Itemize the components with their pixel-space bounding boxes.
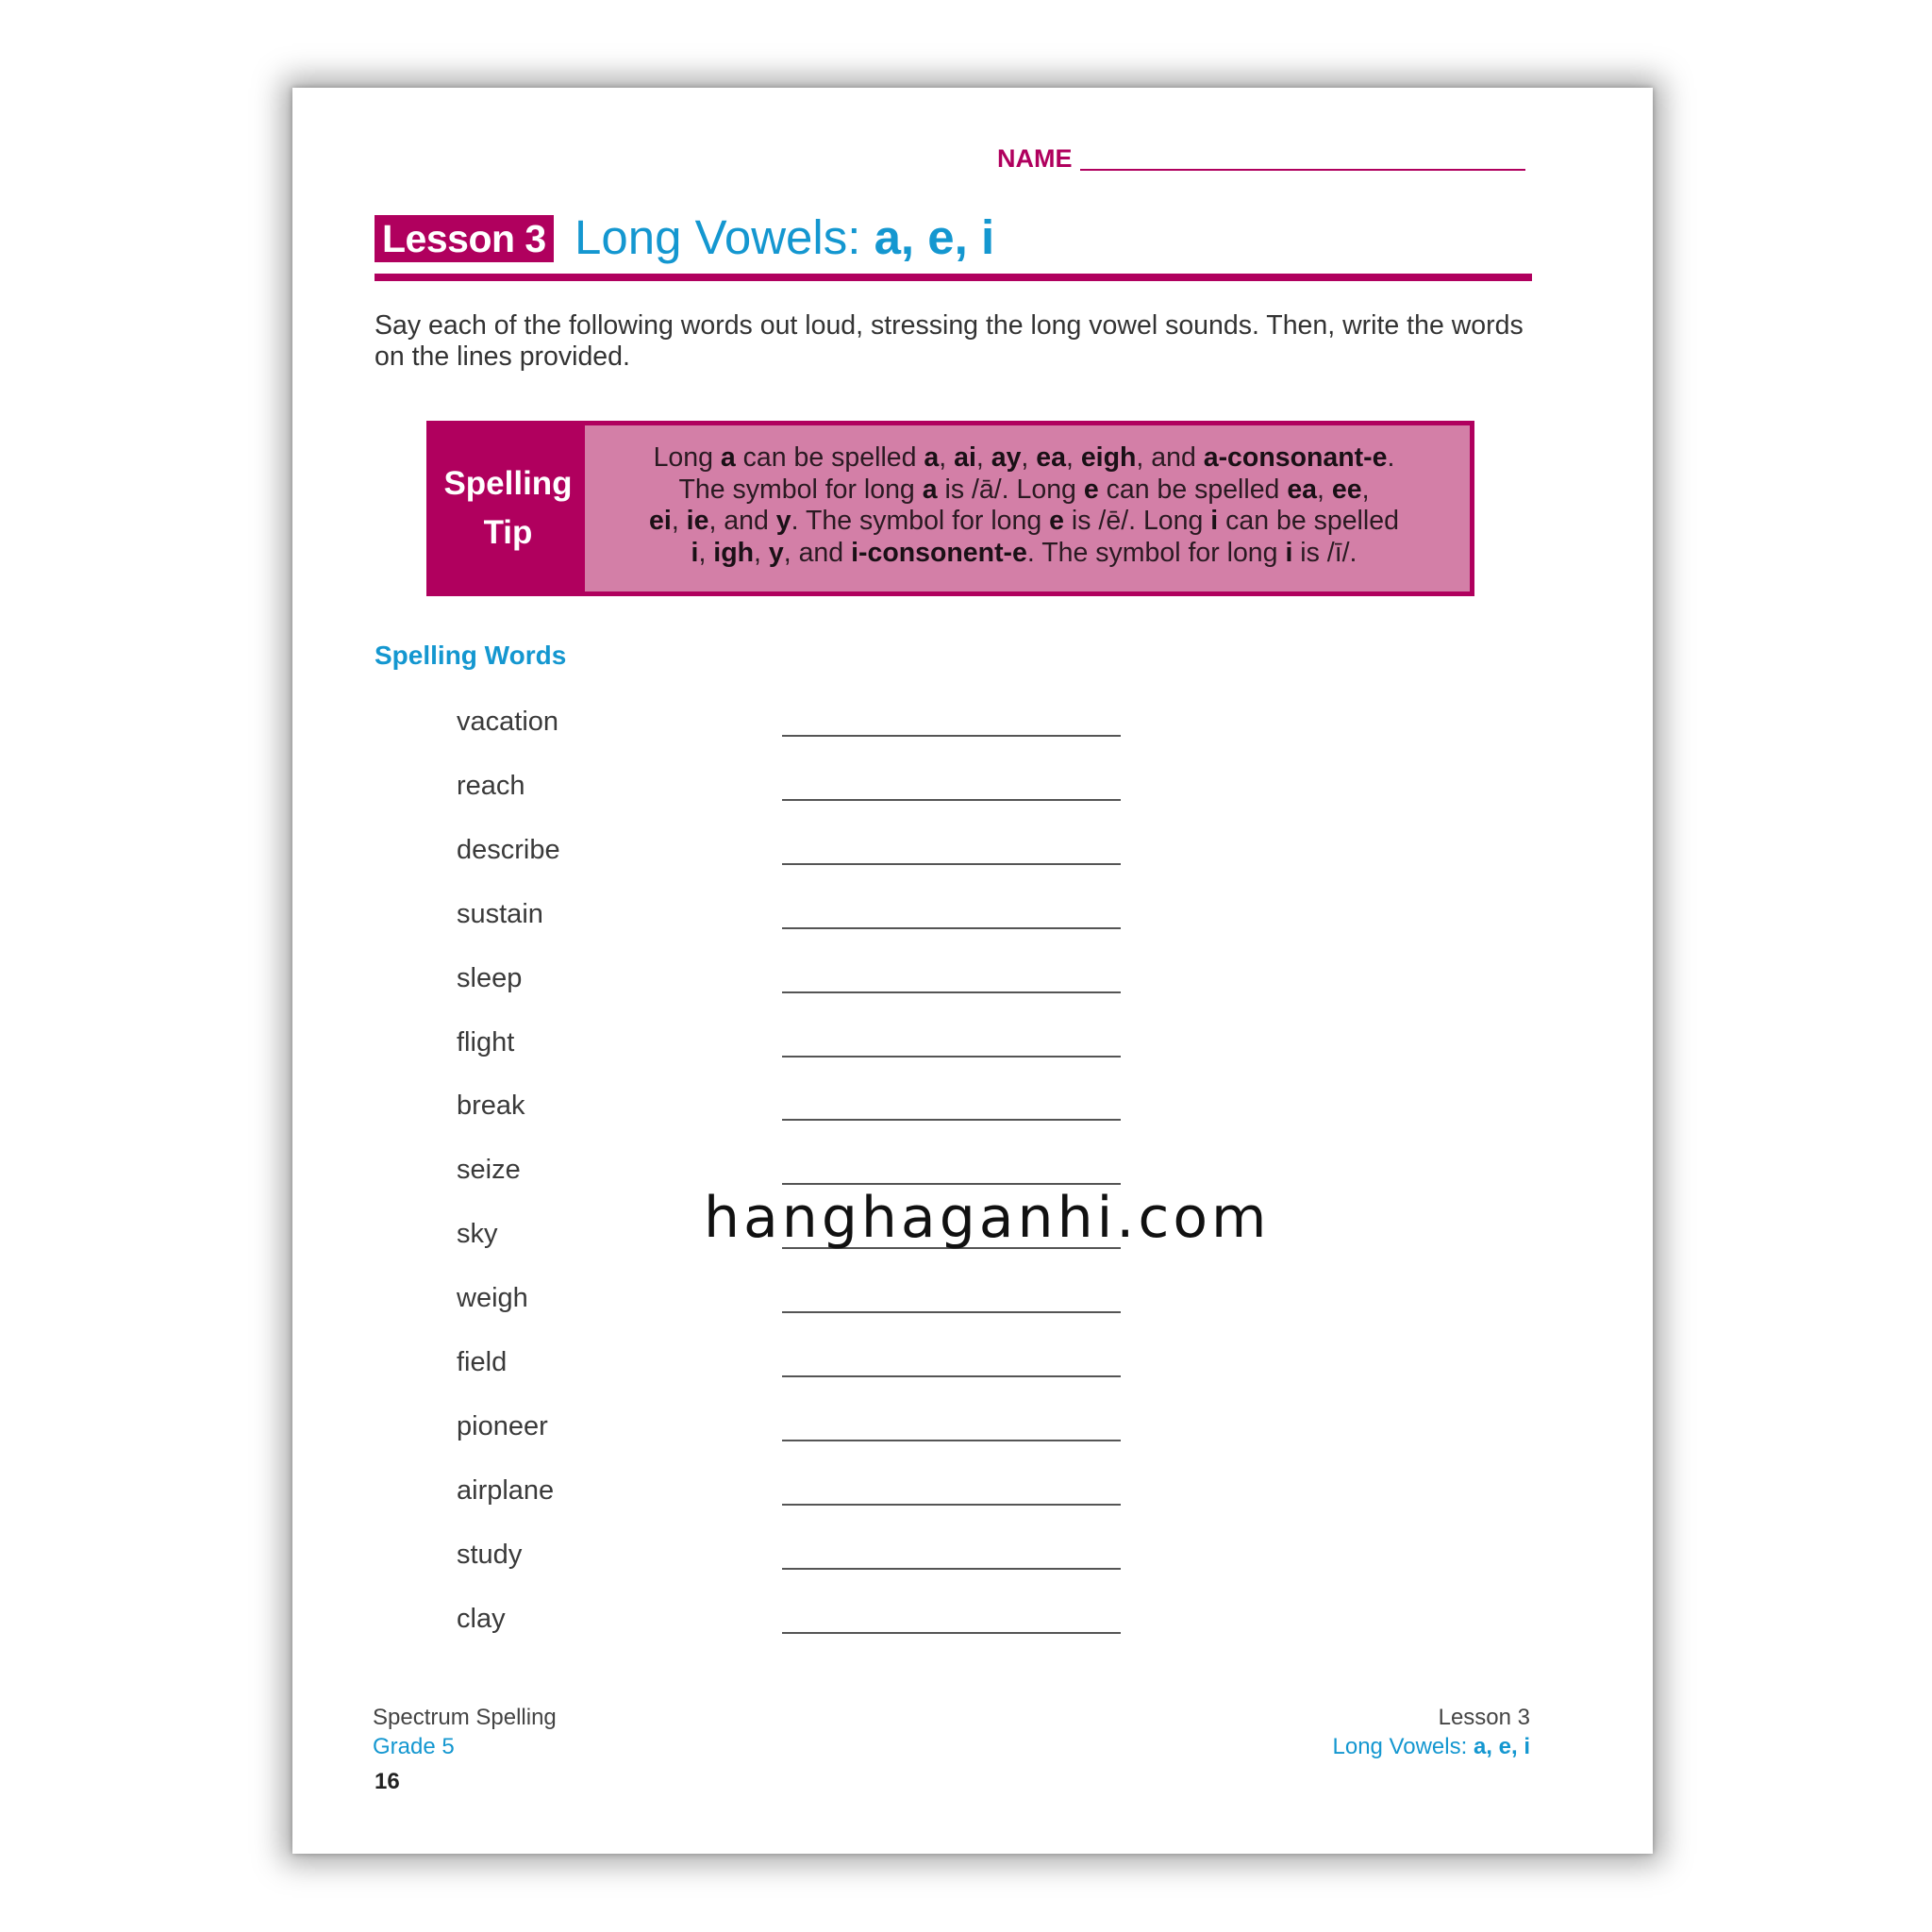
tip-label-line-2: Tip	[483, 514, 533, 551]
spelling-word: sky	[457, 1219, 498, 1250]
write-line[interactable]	[782, 1568, 1121, 1570]
spelling-word: field	[457, 1347, 508, 1377]
footer-lesson: Lesson 3	[1438, 1705, 1530, 1730]
write-line[interactable]	[782, 1440, 1121, 1441]
spelling-word: seize	[457, 1155, 521, 1186]
spelling-word: pioneer	[457, 1410, 548, 1441]
write-line[interactable]	[782, 1119, 1121, 1121]
tip-line-3: ei, ie, and y. The symbol for long e is /ē/. Long i can be spelled	[649, 506, 1399, 536]
spelling-tip-text	[590, 442, 1458, 569]
footer-left	[373, 1703, 557, 1761]
spelling-word: reach	[457, 770, 525, 801]
watermark: hanghaganhi.com	[704, 1185, 1271, 1251]
name-label: NAME	[997, 144, 1073, 173]
name-field	[997, 144, 1525, 173]
lesson-tag: Lesson 3	[375, 215, 554, 262]
footer-topic	[1333, 1732, 1531, 1761]
write-line[interactable]	[782, 1311, 1121, 1313]
worksheet-page	[292, 88, 1653, 1854]
tip-label-line-1: Spelling	[443, 465, 573, 502]
spelling-word: sustain	[457, 898, 543, 929]
spelling-word: clay	[457, 1603, 506, 1634]
spelling-word: airplane	[457, 1474, 555, 1506]
write-line[interactable]	[782, 1375, 1121, 1377]
write-line[interactable]	[782, 863, 1121, 865]
spelling-word: describe	[457, 834, 560, 865]
footer-grade: Grade 5	[373, 1734, 455, 1759]
lesson-title-letters: a, e, i	[874, 210, 995, 264]
spelling-tip-label	[431, 425, 585, 591]
title-rule	[375, 274, 1532, 281]
footer-topic-letters: a, e, i	[1473, 1734, 1530, 1759]
tip-line-1: Long a can be spelled a, ai, ay, ea, eigh, and a-consonant-e.	[653, 442, 1395, 473]
write-line[interactable]	[782, 1504, 1121, 1506]
name-write-line[interactable]	[1080, 169, 1525, 171]
footer-topic-text: Long Vowels:	[1332, 1734, 1468, 1759]
write-line[interactable]	[782, 991, 1121, 993]
write-line[interactable]	[782, 1632, 1121, 1634]
spelling-tip-box	[426, 421, 1474, 596]
tip-line-4: i, igh, y, and i-consonent-e. The symbol for long i is /ī/.	[691, 537, 1357, 568]
footer-book-title: Spectrum Spelling	[373, 1705, 557, 1730]
write-line[interactable]	[782, 927, 1121, 929]
page-number: 16	[375, 1769, 400, 1794]
write-line[interactable]	[782, 799, 1121, 801]
spelling-word: weigh	[457, 1283, 528, 1314]
lesson-title	[575, 208, 994, 267]
spelling-word: flight	[457, 1026, 515, 1058]
write-line[interactable]	[782, 1056, 1121, 1058]
write-line[interactable]	[782, 735, 1121, 737]
tip-line-2: The symbol for long a is /ā/. Long e can be spelled ea, ee,	[678, 474, 1370, 505]
spelling-word: study	[457, 1539, 523, 1570]
footer-right	[1333, 1703, 1531, 1761]
spelling-words-heading: Spelling Words	[375, 641, 567, 670]
spelling-word: break	[457, 1091, 525, 1122]
instructions: Say each of the following words out loud, stressing the long vowel sounds. Then, write the words on the lines provided.	[375, 310, 1524, 372]
lesson-title-text: Long Vowels:	[575, 210, 861, 264]
spelling-word: vacation	[457, 707, 559, 737]
spelling-word: sleep	[457, 962, 523, 993]
